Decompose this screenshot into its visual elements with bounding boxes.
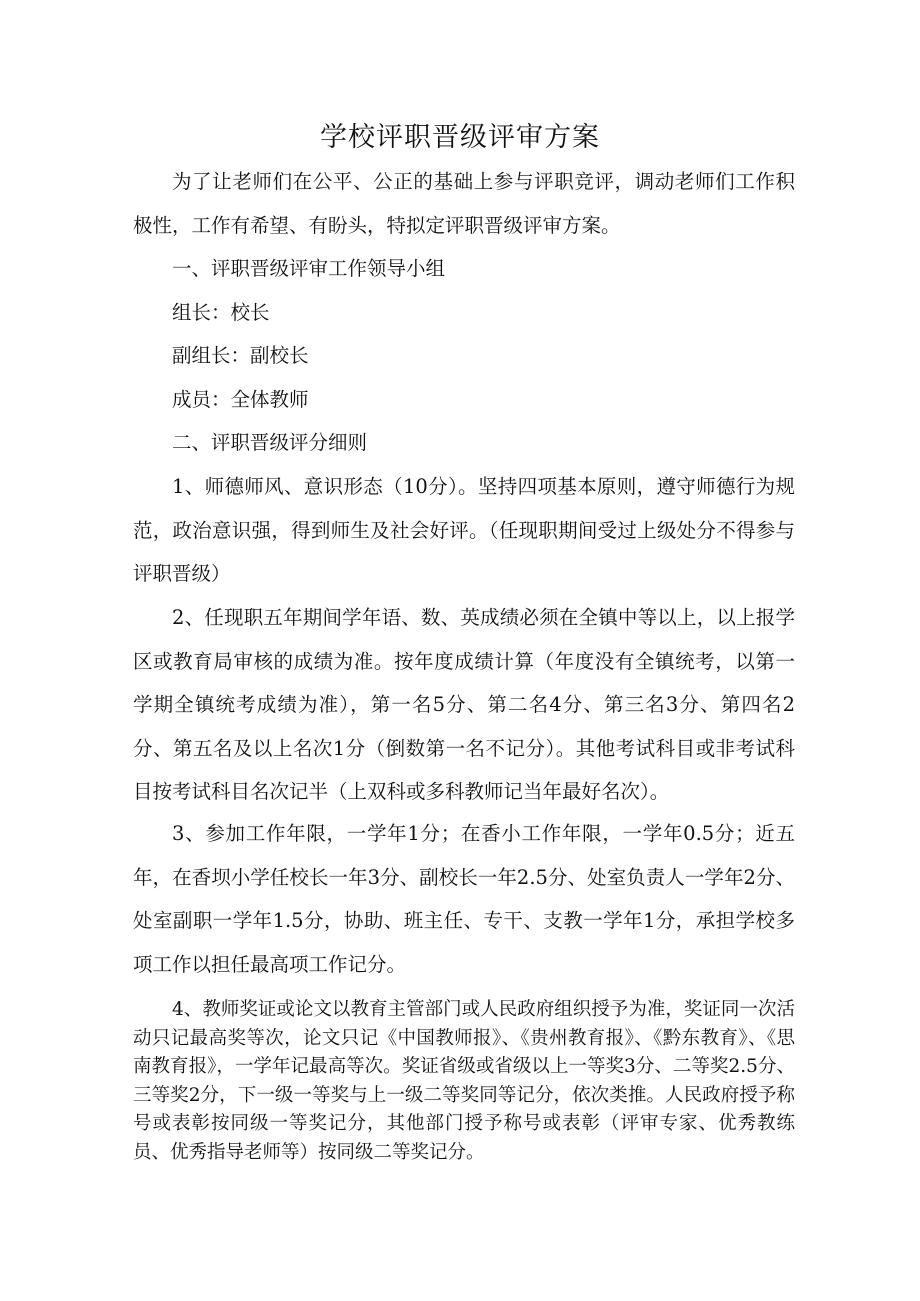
rule-item-4: 4、教师奖证或论文以教育主管部门或人民政府组织授予为准，奖证同一次活动只记最高奖等次，论文只记《中国教师报》、《贵州教育报》、《黔东教育》、《思南教育报》，一学年记最高等次。奖证省级或省级以上一等奖3分、二等奖2.5分、三等奖2分，下一级一等奖与上一级二等奖同等记分，依次类推。人民政府授予称号或表彰按同级一等奖记分，其他部门授予称号或表彰（评审专家、优秀教练员、优秀指导老师等）按同级二等奖记分。 xyxy=(133,999,795,1163)
document-title: 学校评职晋级评审方案 xyxy=(320,122,600,153)
section2-heading: 二、评职晋级评分细则 xyxy=(172,431,368,454)
rule-item-1: 1、师德师风、意识形态（10分）。坚持四项基本原则，遵守师德行为规范，政治意识强，得到师生及社会好评。（任现职期间受过上级处分不得参与评职晋级） xyxy=(133,475,795,585)
section1-heading: 一、评职晋级评审工作领导小组 xyxy=(172,257,446,280)
intro-paragraph: 为了让老师们在公平、公正的基础上参与评职竞评，调动老师们工作积极性，工作有希望、有盼头，特拟定评职晋级评审方案。 xyxy=(133,170,795,237)
rule-item-3: 3、参加工作年限，一学年1分；在香小工作年限，一学年0.5分；近五年，在香坝小学任校长一年3分、副校长一年2.5分、处室负责人一学年2分、处室副职一学年1.5分，协助、班主任、专干、支教一学年1分，承担学校多项工作以担任最高项工作记分。 xyxy=(133,822,795,976)
group-leader: 组长：校长 xyxy=(172,301,270,324)
group-vice-leader: 副组长：副校长 xyxy=(172,344,309,367)
rule-item-2: 2、任现职五年期间学年语、数、英成绩必须在全镇中等以上，以上报学区或教育局审核的成绩为准。按年度成绩计算（年度没有全镇统考，以第一学期全镇统考成绩为准），第一名5分、第二名4分、第三名3分、第四名2分、第五名及以上名次1分（倒数第一名不记分）。其他考试科目或非考试科目按考试科目名次记半（上双科或多科教师记当年最好名次）。 xyxy=(133,606,795,803)
group-members: 成员：全体教师 xyxy=(172,388,309,411)
